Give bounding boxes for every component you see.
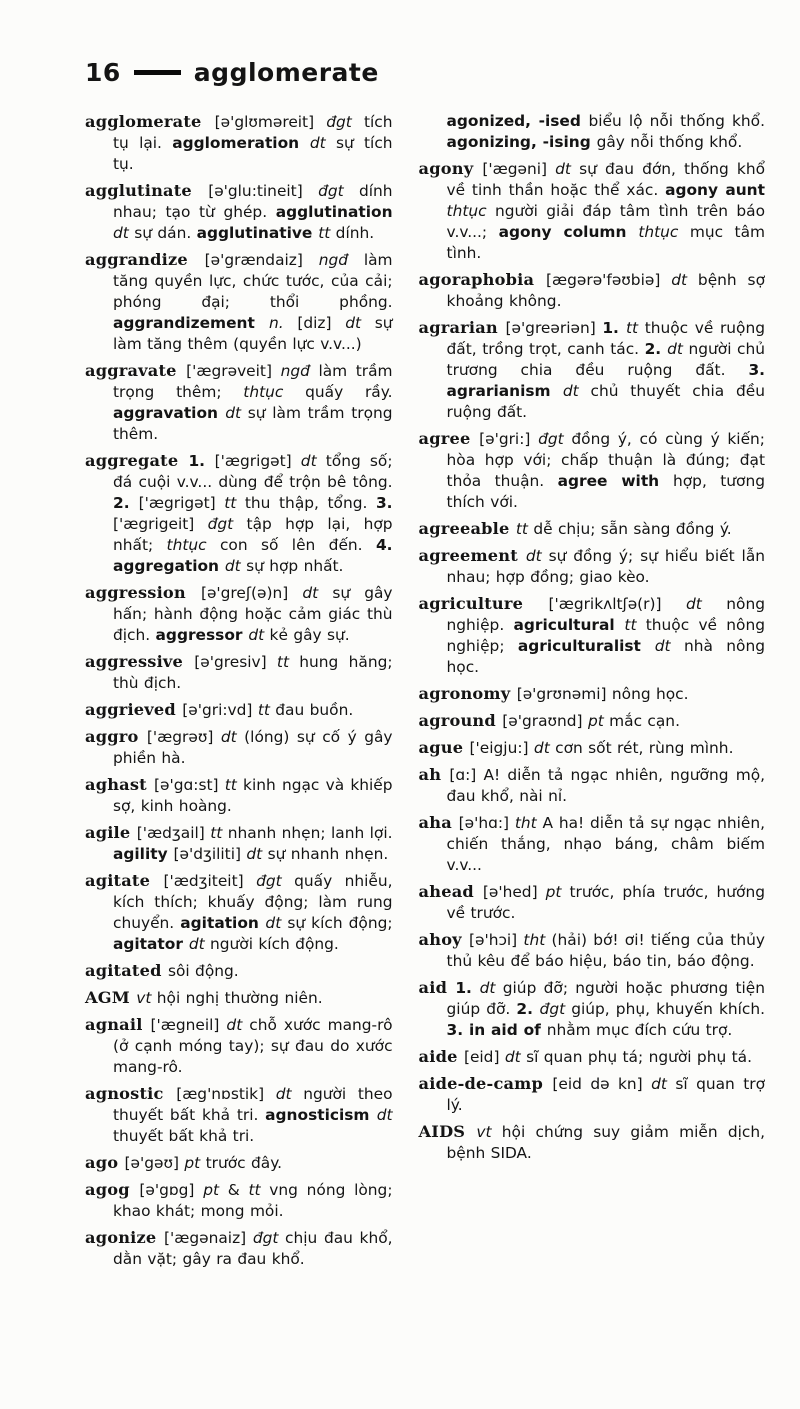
entry-aid: aid 1. dt giúp đỡ; người hoặc phương tiện giúp đỡ. 2. đgt giúp, phụ, khuyến khích. 3. in aid of nhằm mục đích cứu trợ. [418,978,765,1039]
entry-ahoy: ahoy [ə'hɔi] tht (hải) bớ! ơi! tiếng của thủy thủ kêu để báo hiệu, báo tin, báo động. [418,930,765,970]
entry-agonized: agonized, -ised biểu lộ nỗi thống khổ. agonizing, -ising gây nỗi thống khổ. [446,112,765,151]
entry-agriculture: agriculture ['ægrikʌltʃə(r)] dt nông nghiệp. agricultural tt thuộc về nông nghiệp; agriculturalist dt nhà nông học. [418,594,765,676]
entry-agnostic: agnostic [æg'nɒstik] dt người theo thuyết bất khả tri. agnosticism dt thuyết bất khả tri. [85,1084,393,1145]
entry-agonize: agonize ['ægənaiz] đgt chịu đau khổ, dằn vặt; gây ra đau khổ. [85,1228,393,1268]
entry-agog: agog [ə'gɒg] pt & tt vng nóng lòng; khao khát; mong mỏi. [85,1180,393,1220]
entry-aggrieved: aggrieved [ə'gri:vd] tt đau buồn. [85,700,354,719]
entry-ahead: ahead [ə'hed] pt trước, phía trước, hướng về trước. [418,882,765,922]
entry-agglutinate: agglutinate [ə'glu:tineit] đgt dính nhau; tạo từ ghép. agglutination dt sự dán. agglutinative tt dính. [85,181,393,242]
entry-ago: ago [ə'gəʊ] pt trước đây. [85,1153,283,1172]
entry-agreement: agreement dt sự đồng ý; sự hiểu biết lẫn nhau; hợp đồng; giao kèo. [418,546,766,586]
header-dash-rule [134,70,181,75]
entry-agitated: agitated sôi động. [85,961,239,980]
entry-ah: ah [ɑ:] A! diễn tả ngạc nhiên, ngưỡng mộ, đau khổ, nài nỉ. [418,765,765,805]
entry-agronomy: agronomy [ə'grʊnəmi] nông học. [418,684,689,703]
page-number: 16 [85,58,121,87]
entry-aide: aide [eid] dt sĩ quan phụ tá; người phụ tá. [418,1047,752,1066]
entry-agglomerate: agglomerate [ə'glʊməreit] đgt tích tụ lại. agglomeration dt sự tích tụ. [85,112,393,173]
entry-aggressive: aggressive [ə'gresiv] tt hung hăng; thù địch. [85,652,393,692]
entry-agitate: agitate ['ædʒiteit] đgt quấy nhiễu, kích thích; khuấy động; làm rung chuyển. agitation dt sự kích động; agitator dt người kích động. [85,871,393,953]
entry-aghast: aghast [ə'gɑ:st] tt kinh ngạc và khiếp sợ, kinh hoàng. [85,775,393,815]
entry-agreeable: agreeable tt dễ chịu; sẵn sàng đồng ý. [418,519,732,538]
column-left [85,111,393,1275]
entry-aggravate: aggravate ['ægrəveit] ngđ làm trầm trọng thêm; thtục quấy rầy. aggravation dt sự làm trầm trọng thêm. [85,361,393,443]
entry-agree: agree [ə'gri:] đgt đồng ý, có cùng ý kiến; hòa hợp với; chấp thuận là đúng; đạt thỏa thuận. agree with hợp, tương thích với. [418,429,765,511]
column-right [419,111,765,1169]
entry-agony: agony ['ægəni] dt sự đau đớn, thống khổ về tinh thần hoặc thể xác. agony aunt thtục người giải đáp tâm tình trên báo v.v...; agony column thtục mục tâm tình. [418,159,765,262]
entry-aggression: aggression [ə'greʃ(ə)n] dt sự gây hấn; hành động hoặc cảm giác thù địch. aggressor dt kẻ gây sự. [85,583,393,644]
entry-agoraphobia: agoraphobia [ægərə'fəʊbiə] dt bệnh sợ khoảng không. [418,270,765,310]
entry-aids: AIDS vt hội chứng suy giảm miễn dịch, bệnh SIDA. [418,1122,765,1162]
entry-agm: AGM vt hội nghị thường niên. [85,988,323,1007]
entry-aground: aground [ə'graʊnd] pt mắc cạn. [418,711,680,730]
entry-aggrandize: aggrandize [ə'grændaiz] ngđ làm tăng quyền lực, chức tước, của cải; phóng đại; thổi phồng. aggrandizement n. [diz] dt sự làm tăng thêm (quyền lực v.v...) [85,250,393,353]
entry-ague: ague ['eigju:] dt cơn sốt rét, rùng mình. [418,738,734,757]
text-columns [85,111,765,1275]
entry-aha: aha [ə'hɑ:] tht A ha! diễn tả sự ngạc nhiên, chiến thắng, nhạo báng, châm biếm v.v... [418,813,766,874]
entry-agrarian: agrarian [ə'greəriən] 1. tt thuộc về ruộng đất, trồng trọt, canh tác. 2. dt người chủ trương chia đều ruộng đất. 3. agrarianism dt chủ thuyết chia đều ruộng đất. [418,318,765,421]
page-header [85,58,765,87]
entry-aide-de-camp: aide-de-camp [eid də kn] dt sĩ quan trợ lý. [418,1074,765,1114]
entry-agile: agile ['ædʒail] tt nhanh nhẹn; lanh lợi. agility [ə'dʒiliti] dt sự nhanh nhẹn. [85,823,393,863]
entry-agnail: agnail ['ægneil] dt chỗ xước mang-rô (ở cạnh móng tay); sự đau do xước mang-rô. [85,1015,393,1076]
entry-aggregate: aggregate 1. ['ægrigət] dt tổng số; đá cuội v.v... dùng để trộn bê tông. 2. ['ægrigət] tt thu thập, tổng. 3. ['ægrigeit] đgt tập hợp lại, hợp nhất; thtục con số lên đến. 4. aggregation dt sự hợp nhất. [85,451,393,575]
entry-aggro: aggro ['ægrəʊ] dt (lóng) sự cố ý gây phiền hà. [85,727,393,767]
guide-word: agglomerate [193,58,379,87]
